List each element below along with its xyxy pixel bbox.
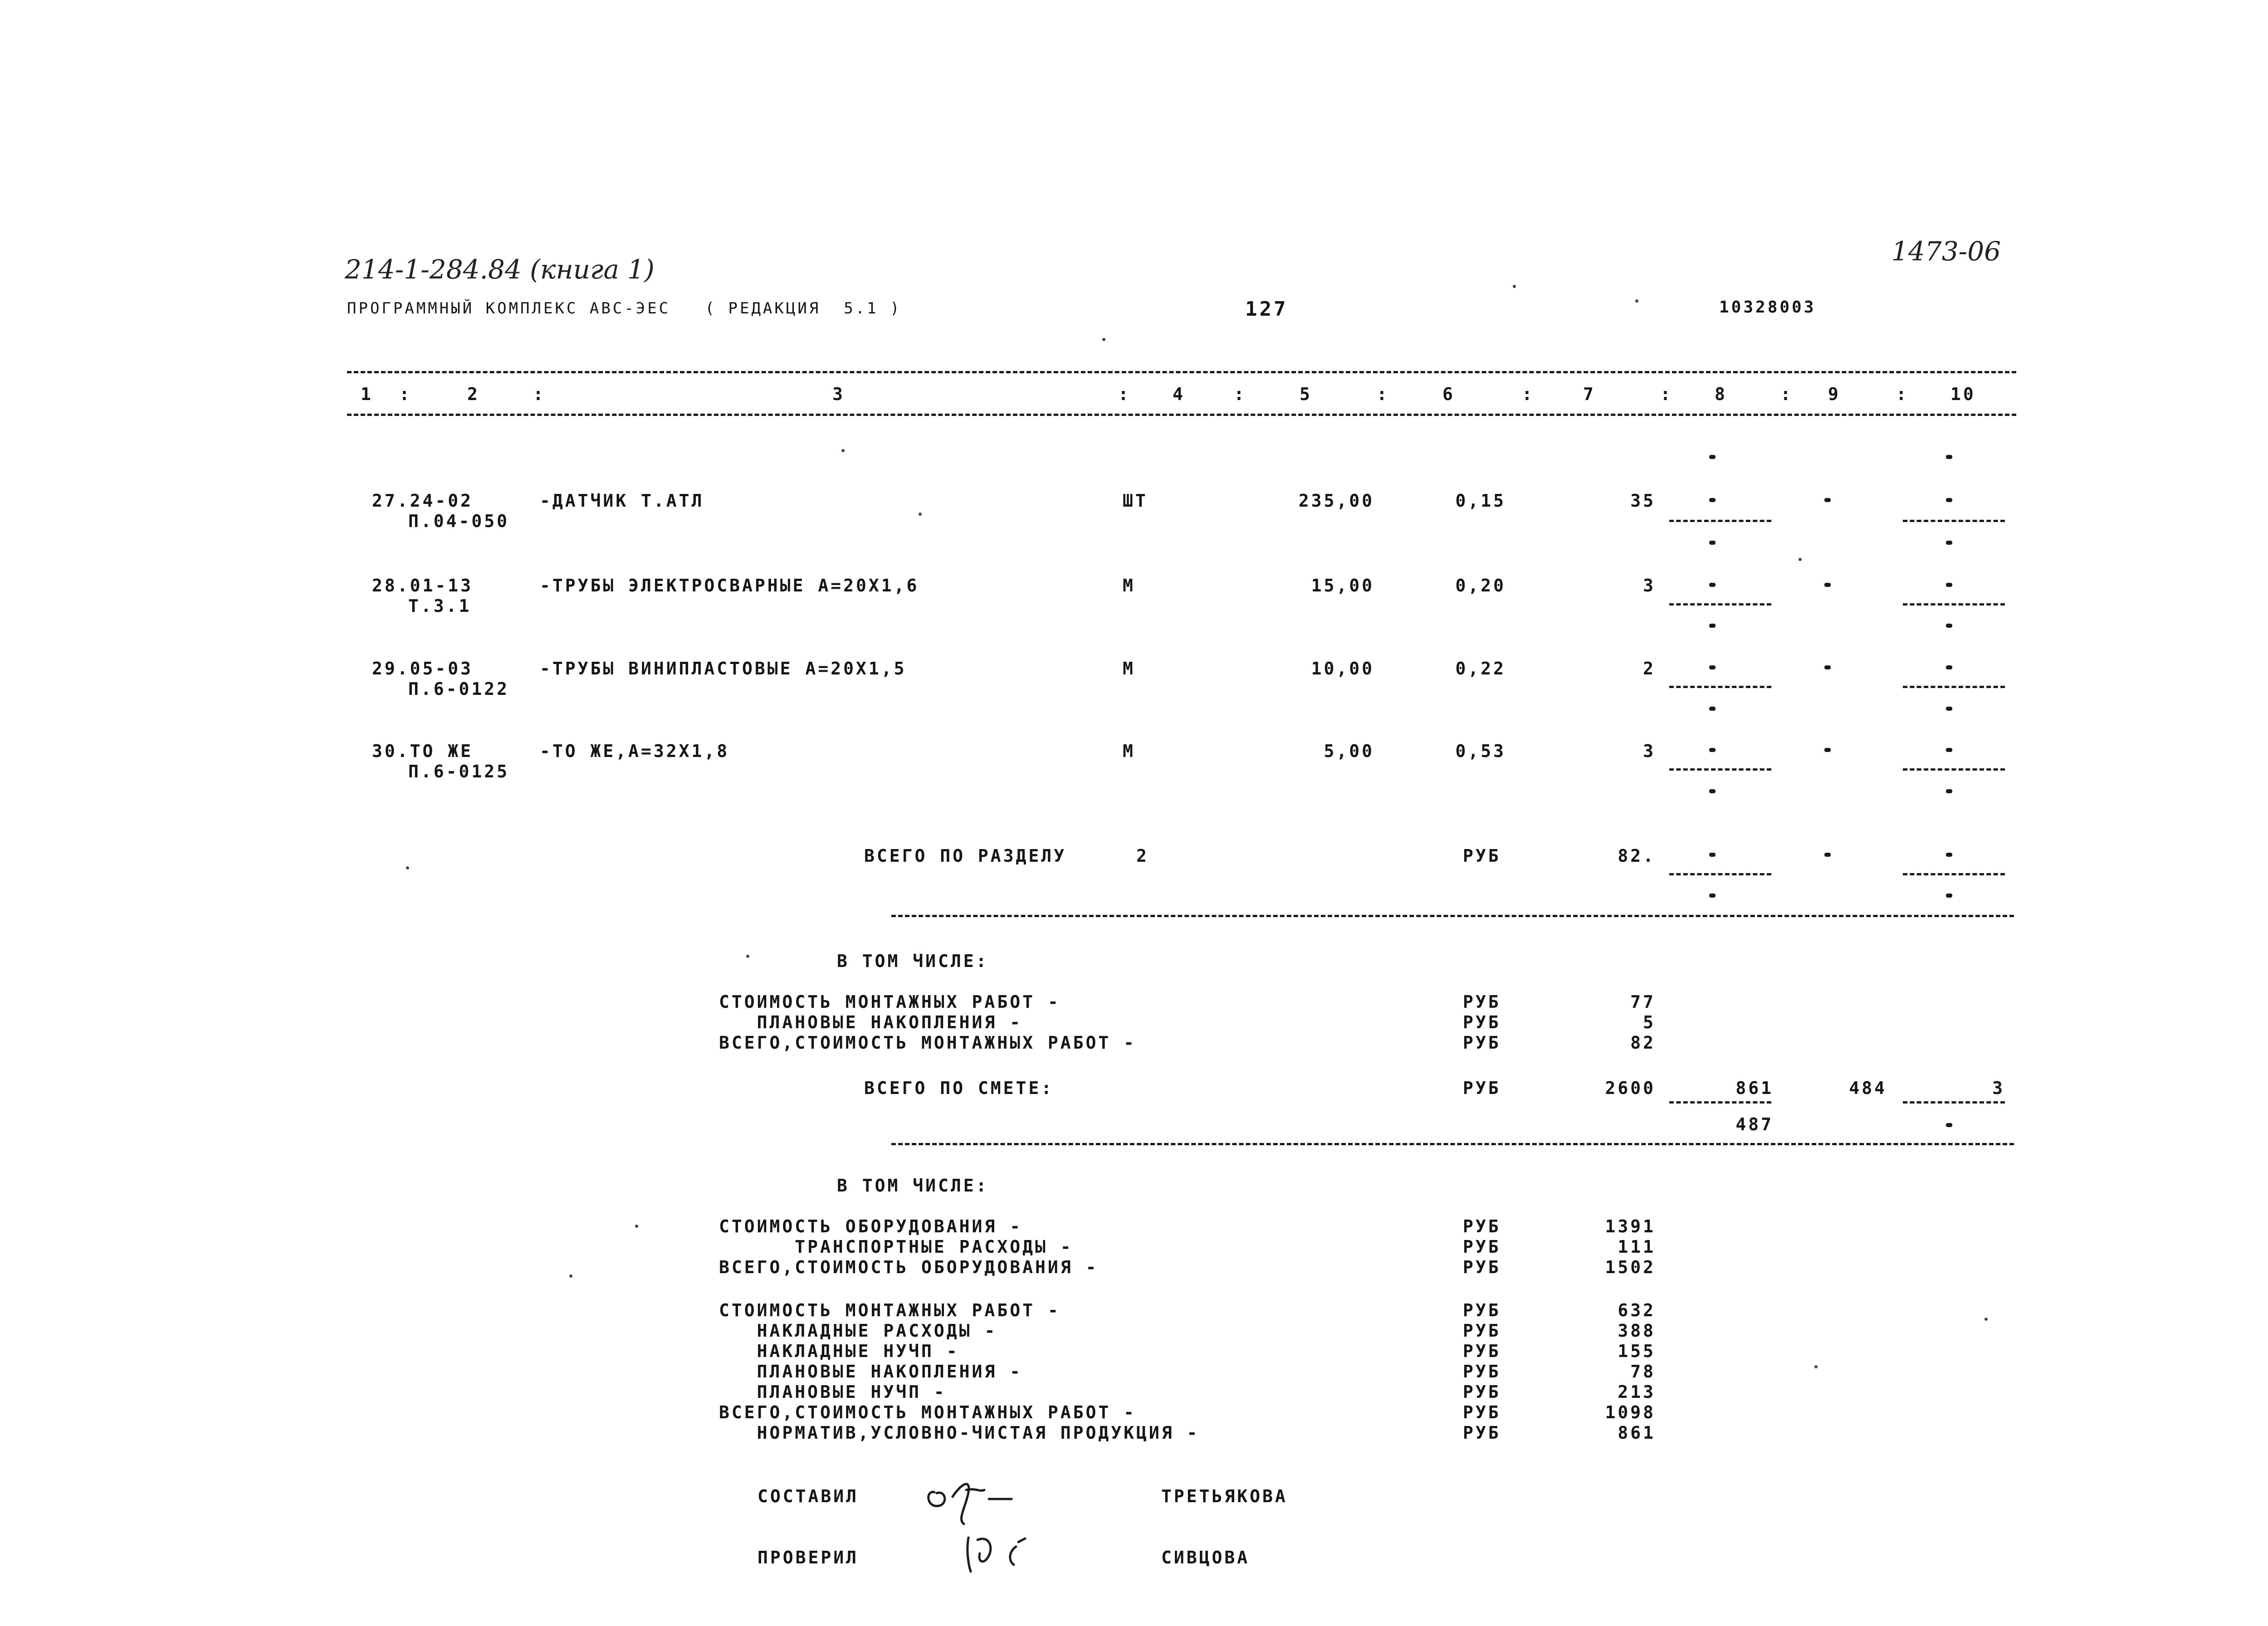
estimate-col8-value: 861: [1735, 1078, 1774, 1098]
column-separator: :: [1896, 384, 1909, 404]
checked-by-name: СИВЦОВА: [1161, 1548, 1250, 1567]
row-code: 30.ТО ЖЕ: [372, 741, 474, 761]
breakdown-unit: РУБ: [1463, 1341, 1501, 1361]
breakdown-value: 111: [1618, 1237, 1656, 1257]
dash-mark: [1946, 665, 1952, 669]
breakdown-value: 861: [1618, 1423, 1656, 1443]
dash-mark: [1946, 583, 1952, 587]
row-price: 235,00: [1298, 491, 1374, 511]
estimate-total-unit: РУБ: [1463, 1078, 1501, 1098]
row-unit: ШТ: [1123, 491, 1148, 511]
dash-mark: [1824, 748, 1831, 752]
column-header-7: 7: [1583, 384, 1596, 404]
cell-rule: [1669, 768, 1771, 771]
row-unit: М: [1123, 741, 1135, 761]
column-separator: :: [1780, 384, 1793, 404]
scan-speck: [1984, 1318, 1988, 1321]
column-separator: :: [1660, 384, 1673, 404]
breakdown-unit: РУБ: [1463, 1237, 1501, 1257]
dash-mark: [1946, 1123, 1952, 1127]
scan-speck: [635, 1225, 638, 1228]
row-unit: М: [1123, 659, 1135, 679]
row-total: 3: [1643, 576, 1656, 596]
row-total: 2: [1643, 659, 1656, 679]
breakdown-value: 155: [1618, 1341, 1656, 1361]
row-reference: П.6-0122: [408, 679, 510, 699]
section-rule: [891, 915, 2014, 917]
cell-rule: [1669, 1101, 1771, 1104]
section-breakdown-heading: В ТОМ ЧИСЛЕ:: [837, 951, 989, 971]
compiler-signature: [921, 1465, 1039, 1528]
breakdown-label: ВСЕГО,СТОИМОСТЬ ОБОРУДОВАНИЯ -: [719, 1257, 1099, 1277]
cell-rule: [1903, 873, 2005, 875]
dash-mark: [1946, 624, 1952, 628]
dash-mark: [1709, 894, 1716, 898]
breakdown-label: ВСЕГО,СТОИМОСТЬ МОНТАЖНЫХ РАБОТ -: [719, 1402, 1136, 1422]
column-header-10: 10: [1950, 384, 1976, 404]
dash-mark: [1709, 665, 1716, 669]
cell-rule: [1903, 768, 2005, 771]
breakdown-value: 213: [1618, 1382, 1656, 1402]
column-separator: :: [1234, 384, 1246, 404]
breakdown-unit: РУБ: [1463, 1321, 1501, 1341]
row-quantity: 0,15: [1455, 491, 1506, 511]
column-header-9: 9: [1828, 384, 1841, 404]
checked-by-label: ПРОВЕРИЛ: [758, 1548, 859, 1567]
handwritten-number: 1473-06: [1892, 236, 2001, 267]
row-code: 28.01-13: [372, 576, 474, 596]
breakdown-label: НАКЛАДНЫЕ РАСХОДЫ -: [719, 1321, 997, 1341]
dash-mark: [1709, 853, 1716, 857]
section-total-label: ВСЕГО ПО РАЗДЕЛУ: [864, 846, 1067, 866]
row-price: 5,00: [1324, 741, 1374, 761]
column-header-6: 6: [1442, 384, 1455, 404]
cell-rule: [1903, 686, 2005, 688]
row-total: 35: [1630, 491, 1656, 511]
row-price: 15,00: [1311, 576, 1374, 596]
scan-speck: [1102, 338, 1105, 341]
breakdown-value: 82: [1630, 1033, 1656, 1053]
row-code: 27.24-02: [372, 491, 474, 511]
breakdown-unit: РУБ: [1463, 992, 1501, 1012]
breakdown-label: ПЛАНОВЫЕ НУЧП -: [719, 1382, 947, 1402]
dash-mark: [1709, 748, 1716, 752]
row-name: -ТО ЖЕ,А=32Х1,8: [540, 741, 730, 761]
compiled-by-label: СОСТАВИЛ: [758, 1486, 859, 1506]
row-quantity: 0,22: [1455, 659, 1506, 679]
row-quantity: 0,53: [1455, 741, 1506, 761]
scan-speck: [919, 513, 922, 516]
breakdown-label: ПЛАНОВЫЕ НАКОПЛЕНИЯ -: [719, 1012, 1023, 1032]
column-header-5: 5: [1300, 384, 1312, 404]
breakdown-value: 78: [1630, 1362, 1656, 1382]
scan-speck: [1635, 299, 1638, 303]
document-code: 10328003: [1719, 298, 1816, 317]
breakdown-label: СТОИМОСТЬ ОБОРУДОВАНИЯ -: [719, 1216, 1023, 1236]
dash-mark: [1709, 541, 1716, 545]
estimate-rule: [891, 1143, 2014, 1145]
breakdown-label: ПЛАНОВЫЕ НАКОПЛЕНИЯ -: [719, 1362, 1023, 1382]
estimate-col9-value: 484: [1849, 1078, 1887, 1098]
breakdown-label: НАКЛАДНЫЕ НУЧП -: [719, 1341, 959, 1361]
breakdown-label: НОРМАТИВ,УСЛОВНО-ЧИСТАЯ ПРОДУКЦИЯ -: [719, 1423, 1200, 1443]
breakdown-unit: РУБ: [1463, 1402, 1501, 1422]
breakdown-unit: РУБ: [1463, 1012, 1501, 1032]
estimate-total-label: ВСЕГО ПО СМЕТЕ:: [864, 1078, 1054, 1098]
breakdown-unit: РУБ: [1463, 1300, 1501, 1320]
dash-mark: [1709, 583, 1716, 587]
dash-mark: [1946, 455, 1952, 459]
column-header-1: 1: [361, 384, 373, 404]
cell-rule: [1903, 603, 2005, 605]
column-separator: :: [399, 384, 412, 404]
scan-speck: [1814, 1365, 1818, 1368]
scan-speck: [746, 955, 749, 958]
column-separator: :: [1118, 384, 1131, 404]
dash-mark: [1946, 498, 1952, 502]
section-total-unit: РУБ: [1463, 846, 1501, 866]
dash-mark: [1709, 789, 1716, 793]
checker-signature: [957, 1528, 1048, 1578]
cell-rule: [1903, 520, 2005, 522]
section-total-value: 82.: [1618, 846, 1656, 866]
row-reference: П.04-050: [408, 511, 510, 531]
column-header-2: 2: [467, 384, 480, 404]
breakdown-value: 1098: [1605, 1402, 1656, 1422]
dash-mark: [1946, 853, 1952, 857]
row-unit: М: [1123, 576, 1135, 596]
program-title: ПРОГРАММНЫЙ КОМПЛЕКС АВС-ЭЕС ( РЕДАКЦИЯ 5.1 ): [347, 299, 902, 317]
breakdown-unit: РУБ: [1463, 1362, 1501, 1382]
dash-mark: [1946, 707, 1952, 711]
cell-rule: [1669, 686, 1771, 688]
row-price: 10,00: [1311, 659, 1374, 679]
header-rule-bottom: [347, 414, 2016, 416]
scan-speck: [1799, 558, 1802, 561]
column-separator: :: [1522, 384, 1535, 404]
dash-mark: [1824, 665, 1831, 669]
breakdown-label: ВСЕГО,СТОИМОСТЬ МОНТАЖНЫХ РАБОТ -: [719, 1033, 1136, 1053]
compiled-by-name: ТРЕТЬЯКОВА: [1161, 1486, 1288, 1506]
row-reference: Т.3.1: [408, 596, 472, 616]
dash-mark: [1946, 894, 1952, 898]
dash-mark: [1946, 789, 1952, 793]
breakdown-unit: РУБ: [1463, 1216, 1501, 1236]
dash-mark: [1824, 583, 1831, 587]
row-name: -ДАТЧИК Т.АТЛ: [540, 491, 704, 511]
breakdown-unit: РУБ: [1463, 1033, 1501, 1053]
row-reference: П.6-0125: [408, 762, 510, 781]
row-quantity: 0,20: [1455, 576, 1506, 596]
cell-rule: [1903, 1101, 2005, 1104]
breakdown-unit: РУБ: [1463, 1257, 1501, 1277]
column-header-4: 4: [1173, 384, 1185, 404]
handwritten-reference: 214-1-284.84 (книга 1): [345, 254, 655, 285]
dash-mark: [1946, 748, 1952, 752]
cell-rule: [1669, 603, 1771, 605]
cell-rule: [1669, 520, 1771, 522]
dash-mark: [1709, 707, 1716, 711]
header-rule-top: [347, 371, 2016, 373]
dash-mark: [1946, 541, 1952, 545]
row-total: 3: [1643, 741, 1656, 761]
breakdown-label: СТОИМОСТЬ МОНТАЖНЫХ РАБОТ -: [719, 992, 1061, 1012]
breakdown-label: СТОИМОСТЬ МОНТАЖНЫХ РАБОТ -: [719, 1300, 1061, 1320]
row-code: 29.05-03: [372, 659, 474, 679]
dash-mark: [1709, 498, 1716, 502]
scan-speck: [406, 866, 409, 869]
column-header-8: 8: [1715, 384, 1727, 404]
column-separator: :: [1377, 384, 1389, 404]
scan-speck: [841, 449, 845, 452]
estimate-total-value: 2600: [1605, 1078, 1656, 1098]
section-number: 2: [1136, 846, 1149, 866]
breakdown-value: 388: [1618, 1321, 1656, 1341]
breakdown-value: 1502: [1605, 1257, 1656, 1277]
page-number: 127: [1245, 298, 1288, 321]
breakdown-value: 5: [1643, 1012, 1656, 1032]
scan-speck: [569, 1274, 572, 1278]
scan-speck: [1513, 285, 1516, 288]
dash-mark: [1824, 853, 1831, 857]
row-name: -ТРУБЫ ЭЛЕКТРОСВАРНЫЕ А=20Х1,6: [540, 576, 919, 596]
cell-rule: [1669, 873, 1771, 875]
dash-mark: [1824, 498, 1831, 502]
row-name: -ТРУБЫ ВИНИПЛАСТОВЫЕ А=20Х1,5: [540, 659, 907, 679]
breakdown-value: 632: [1618, 1300, 1656, 1320]
breakdown-value: 77: [1630, 992, 1656, 1012]
estimate-col10-value: 3: [1992, 1078, 2005, 1098]
column-header-3: 3: [832, 384, 845, 404]
breakdown-unit: РУБ: [1463, 1423, 1501, 1443]
dash-mark: [1709, 455, 1716, 459]
breakdown-label: ТРАНСПОРТНЫЕ РАСХОДЫ -: [719, 1237, 1073, 1257]
dash-mark: [1709, 624, 1716, 628]
breakdown-unit: РУБ: [1463, 1382, 1501, 1402]
breakdown-value: 1391: [1605, 1216, 1656, 1236]
estimate-breakdown-heading: В ТОМ ЧИСЛЕ:: [837, 1176, 989, 1196]
column-separator: :: [533, 384, 546, 404]
estimate-col8-below-value: 487: [1735, 1114, 1774, 1134]
